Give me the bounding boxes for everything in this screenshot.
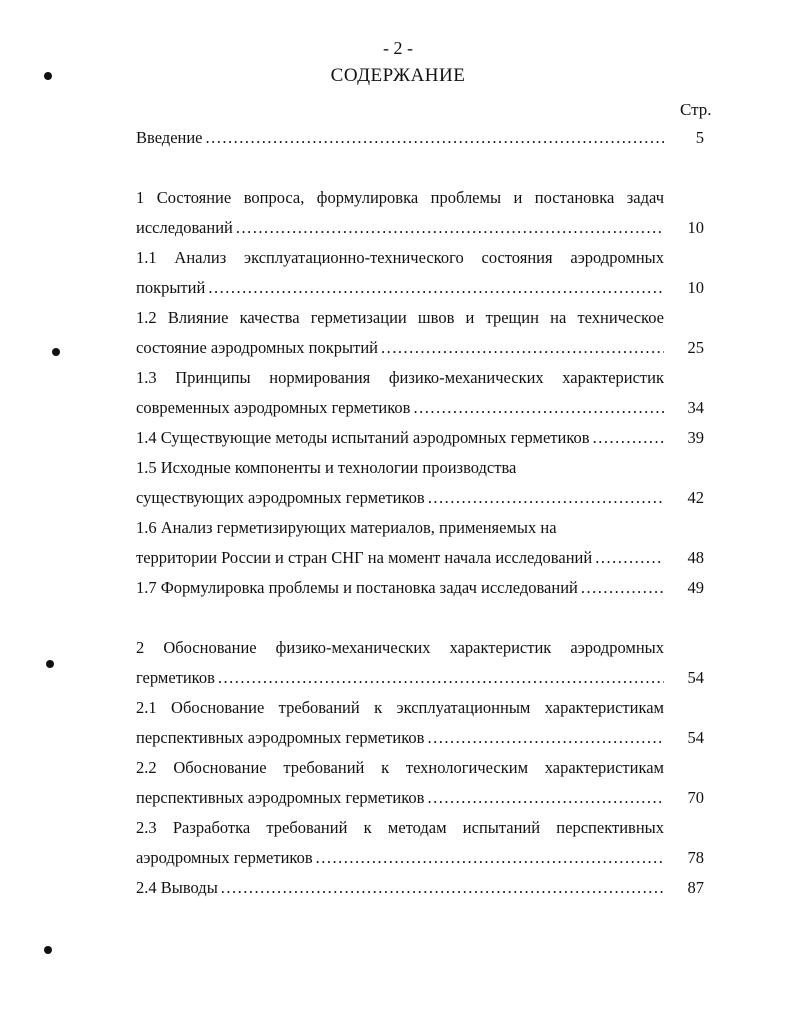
toc-entry-2[interactable] <box>136 668 664 688</box>
toc-entry-title: 1.2 Влияние качества герметизации швов и трещин на техническое <box>136 308 664 327</box>
toc-entry-title: 1.1 Анализ эксплуатационно-технического состояния аэродромных <box>136 248 664 267</box>
toc-entry-page: 34 <box>687 398 704 417</box>
toc-entry-title-cont: существующих аэродромных герметиков <box>136 488 425 507</box>
toc-entry-page: 48 <box>687 548 704 567</box>
toc-entry-title-cont: исследований <box>136 218 233 237</box>
toc-entry-page: 5 <box>695 128 704 147</box>
toc-entry-page: 10 <box>687 218 704 237</box>
binding-hole-mark <box>52 348 60 356</box>
toc-entry-page: 39 <box>687 428 704 447</box>
toc-entry-2-3[interactable] <box>136 848 664 868</box>
toc-entry-1-3[interactable] <box>136 398 664 418</box>
toc-entry-1-7[interactable] <box>136 578 664 598</box>
toc-entry-title: 2.4 Выводы <box>136 878 218 897</box>
toc-entry-page: 87 <box>687 878 704 897</box>
toc-entry-1-5[interactable] <box>136 488 664 508</box>
toc-entry-title-cont: территории России и стран СНГ на момент начала исследований <box>136 548 593 567</box>
toc-entry-title: 2.2 Обоснование требований к технологическим характеристикам <box>136 758 664 777</box>
page-title: СОДЕРЖАНИЕ <box>330 65 466 86</box>
toc-entry-1-2[interactable] <box>136 338 664 358</box>
binding-hole-mark <box>44 72 52 80</box>
toc-entry-2-1[interactable] <box>136 728 664 748</box>
toc-entry-1-1[interactable] <box>136 278 664 298</box>
toc-entry-page: 25 <box>687 338 704 357</box>
toc-entry-title: 1.4 Существующие методы испытаний аэродромных герметиков <box>136 428 590 447</box>
toc-entry-title: Введение <box>136 128 203 147</box>
toc-entry-2-4[interactable] <box>136 878 664 898</box>
toc-entry-title-cont: покрытий <box>136 278 206 297</box>
toc-entry-title: 1.5 Исходные компоненты и технологии производства <box>136 458 517 477</box>
page-column-header: Стр. <box>680 100 712 119</box>
toc-entry-page: 10 <box>687 278 704 297</box>
toc-entry-title: 1.6 Анализ герметизирующих материалов, применяемых на <box>136 518 557 537</box>
toc-entry-title: 2.1 Обоснование требований к эксплуатационным характеристикам <box>136 698 664 717</box>
page-number: - 2 - <box>383 38 413 58</box>
toc-entry-title-cont: перспективных аэродромных герметиков <box>136 728 425 747</box>
toc-entry-intro[interactable] <box>136 128 664 148</box>
toc-entry-page: 70 <box>687 788 704 807</box>
toc-entry-page: 54 <box>687 728 704 747</box>
toc-entry-title-cont: герметиков <box>136 668 215 687</box>
toc-entry-title-cont: состояние аэродромных покрытий <box>136 338 378 357</box>
toc-entry-title-cont: перспективных аэродромных герметиков <box>136 788 425 807</box>
binding-hole-mark <box>44 946 52 954</box>
toc-entry-title-cont: современных аэродромных герметиков <box>136 398 411 417</box>
toc-entry-title: 1.3 Принципы нормирования физико-механических характеристик <box>136 368 664 387</box>
toc-entry-title-cont: аэродромных герметиков <box>136 848 313 867</box>
toc-entry-title: 2 Обоснование физико-механических характеристик аэродромных <box>136 638 664 657</box>
toc-entry-page: 78 <box>687 848 704 867</box>
toc-entry-1-4[interactable] <box>136 428 664 448</box>
toc-entry-title: 1.7 Формулировка проблемы и постановка задач исследований <box>136 578 578 597</box>
toc-entry-page: 49 <box>687 578 704 597</box>
binding-hole-mark <box>46 660 54 668</box>
toc-entry-page: 54 <box>687 668 704 687</box>
toc-entry-page: 42 <box>687 488 704 507</box>
toc-entry-1[interactable] <box>136 218 664 238</box>
toc-entry-2-2[interactable] <box>136 788 664 808</box>
toc-entry-1-6[interactable] <box>136 548 664 568</box>
toc-entry-title: 1 Состояние вопроса, формулировка проблемы и постановка задач <box>136 188 664 207</box>
toc-entry-title: 2.3 Разработка требований к методам испытаний перспективных <box>136 818 664 837</box>
